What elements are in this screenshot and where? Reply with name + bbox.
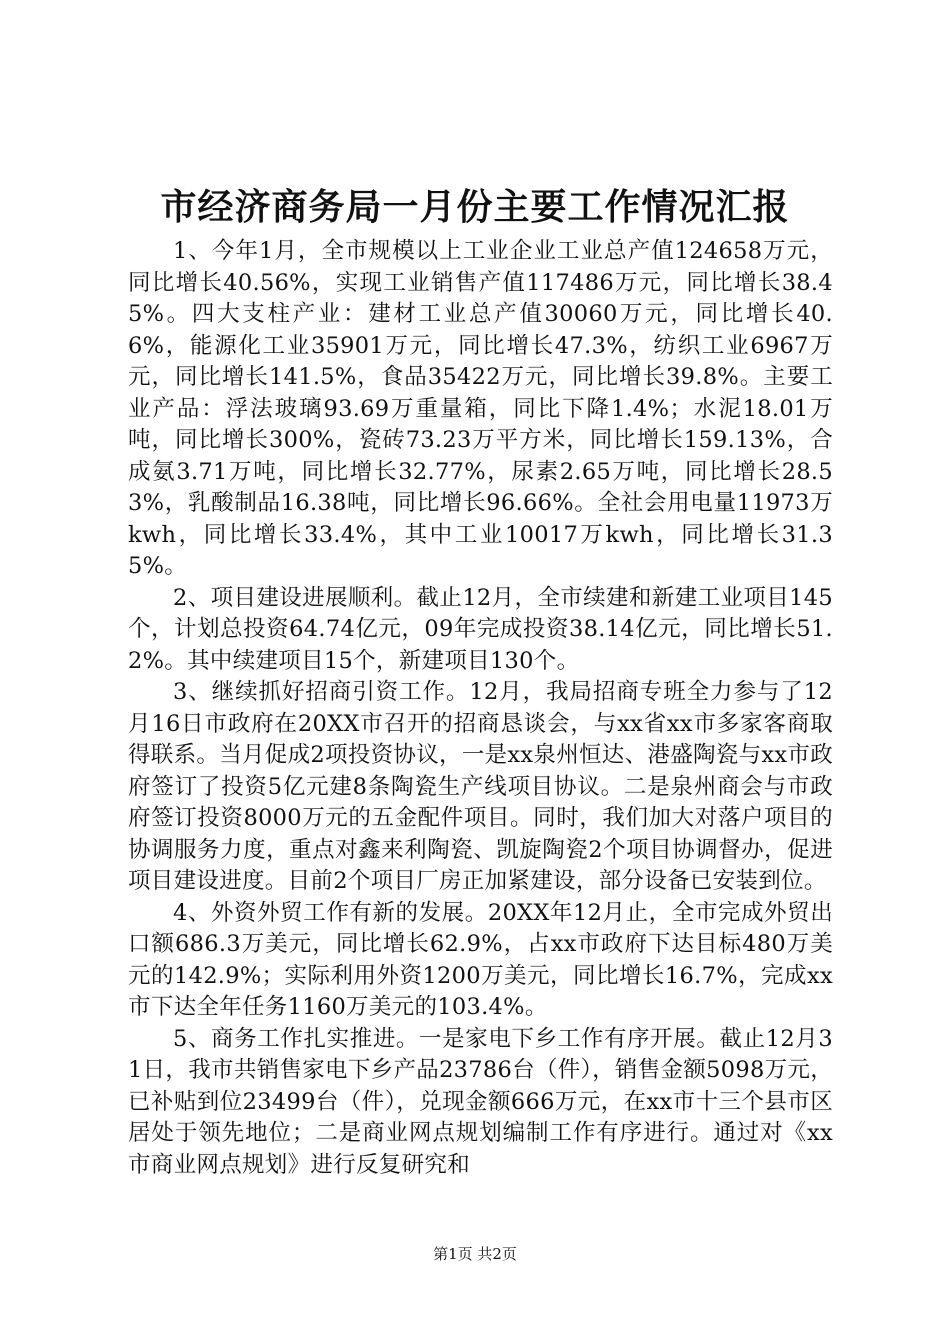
document-title: 市经济商务局一月份主要工作情况汇报: [160, 186, 790, 228]
page-number-footer: 第1页 共2页: [433, 1245, 517, 1263]
paragraph-5: 5、商务工作扎实推进。一是家电下乡工作有序开展。截止12月31日，我市共销售家电下乡产品23786台（件），销售金额5098万元，已补贴到位23499台（件），兑现金额666万元，在xx市十三个县市区居处于领先地位；二是商业网点规划编制工作有序进行。通过对《xx市商业网点规划》进行反复研究和: [128, 1025, 833, 1178]
document-body: [128, 236, 833, 1181]
paragraph-4: 4、外资外贸工作有新的发展。20XX年12月止，全市完成外贸出口额686.3万美元，同比增长62.9%，占xx市政府下达目标480万美元的142.9%；实际利用外资1200万美元，同比增长16.7%，完成xx市下达全年任务1160万美元的103.4%。: [128, 899, 833, 1020]
paragraph-3: 3、继续抓好招商引资工作。12月，我局招商专班全力参与了12月16日市政府在20XX市召开的招商恳谈会，与xx省xx市多家客商取得联系。当月促成2项投资协议，一是xx泉州恒达、港盛陶瓷与xx市政府签订了投资5亿元建8条陶瓷生产线项目协议。二是泉州商会与市政府签订投资8000万元的五金配件项目。同时，我们加大对落户项目的协调服务力度，重点对鑫来利陶瓷、凯旋陶瓷2个项目协调督办，促进项目建设进度。目前2个项目厂房正加紧建设，部分设备已安装到位。: [128, 679, 833, 894]
paragraph-1: 1、今年1月，全市规模以上工业企业工业总产值124658万元，同比增长40.56%，实现工业销售产值117486万元，同比增长38.45%。四大支柱产业：建材工业总产值30060万元，同比增长40.6%，能源化工业35901万元，同比增长47.3%，纺织工业6967万元，同比增长141.5%，食品35422万元，同比增长39.8%。主要工业产品：浮法玻璃93.69万重量箱，同比下降1.4%；水泥18.01万吨，同比增长300%，瓷砖73.23万平方米，同比增长159.13%，合成氨3.71万吨，同比增长32.77%，尿素2.65万吨，同比增长28.53%，乳酸制品16.38吨，同比增长96.66%。全社会用电量11973万kwh，同比增长33.4%，其中工业10017万kwh，同比增长31.35%。: [128, 238, 833, 579]
paragraph-2: 2、项目建设进展顺利。截止12月，全市续建和新建工业项目145个，计划总投资64.74亿元，09年完成投资38.14亿元，同比增长51.2%。其中续建项目15个，新建项目130个。: [128, 584, 833, 674]
